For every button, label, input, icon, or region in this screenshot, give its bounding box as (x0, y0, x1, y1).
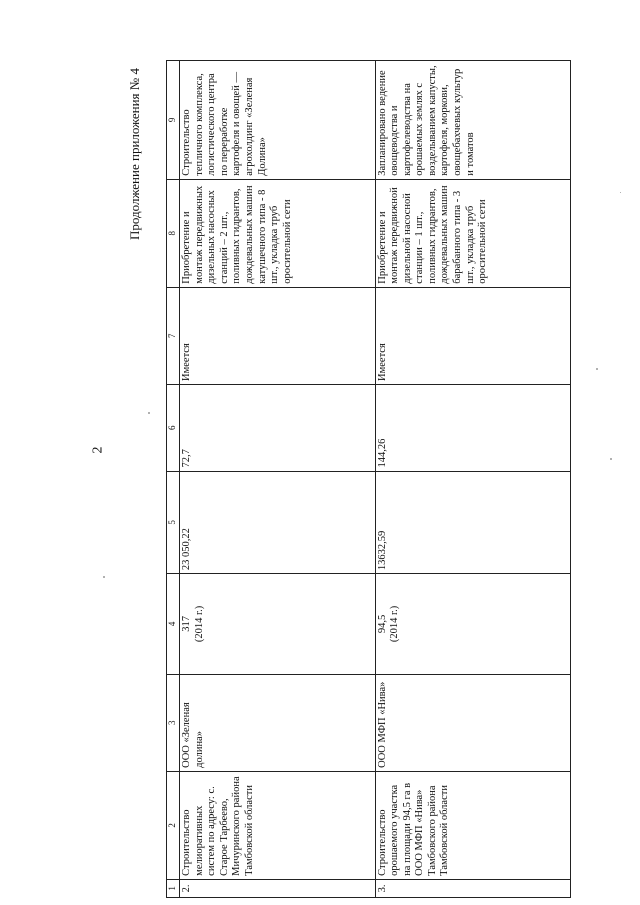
column-number-4: 4 (167, 574, 180, 674)
table-row (180, 61, 376, 898)
area-cell (375, 574, 571, 674)
project-name: Строительство орошаемого участка на площади 94,5 га в ООО МФП «Нива» Тамбовского района Тамбовской области (375, 771, 571, 879)
column-number-8: 8 (167, 179, 180, 287)
column-number-5: 5 (167, 471, 180, 574)
equipment-description: Приобретение и монтаж передвижных дизельных насосных станций – 2 шт., поливных гидрантов, дождевальных машин катушечного типа - 8 шт., укладка труб оросительной сети (180, 179, 376, 287)
row-number: 2. (180, 879, 376, 897)
scan-speck (596, 368, 598, 370)
organization: ООО «Зеленая долина» (180, 674, 376, 771)
status-value: Имеется (375, 287, 571, 384)
column-number-3: 3 (167, 674, 180, 771)
area-value: 94,5 (376, 614, 388, 634)
column-number-7: 7 (167, 287, 180, 384)
scan-speck (148, 412, 150, 414)
column-number-6: 6 (167, 384, 180, 471)
scan-speck (620, 192, 621, 193)
column-number-9: 9 (167, 61, 180, 180)
cost-value: 13632,59 (375, 471, 571, 574)
area-year: (2014 г.) (389, 605, 401, 643)
rotated-table-container (166, 60, 571, 898)
column-number-2: 2 (167, 771, 180, 879)
data-table (166, 60, 571, 898)
scan-speck (103, 576, 105, 578)
row-number: 3. (375, 879, 571, 897)
purpose-description: Строительство тепличного комплекса, логистического центра по переработке картофеля и овощей — агрохолдинг «Зеленая Долина» (180, 61, 376, 180)
column-6-value: 144,26 (375, 384, 571, 471)
column-number-1: 1 (167, 879, 180, 897)
page-number: 2 (90, 446, 106, 454)
table-row (375, 61, 571, 898)
header-row (167, 61, 180, 898)
column-6-value: 72,7 (180, 384, 376, 471)
cost-value: 23 050,22 (180, 471, 376, 574)
purpose-description: Запланировано ведение овощеводства и картофелеводства на орошаемых землях с возделыванием капусты, картофеля, моркови, овощебахчевых культур и томатов (375, 61, 571, 180)
organization: ООО МФП «Нива» (375, 674, 571, 771)
area-value: 317 (181, 616, 192, 632)
status-value: Имеется (180, 287, 376, 384)
appendix-heading: Продолжение приложения № 4 (127, 68, 142, 240)
area-cell (180, 574, 376, 674)
scan-speck (610, 458, 612, 460)
equipment-description: Приобретение и монтаж передвижной дизельной насосной станции – 1 шт., поливных гидрантов, дождевальных машин барабанного типа - 3 шт., укладка труб оросительной сети (375, 179, 571, 287)
area-year: (2014 г.) (193, 605, 205, 643)
project-name: Строительство мелиоративных систем по адресу: с. Старое Тарбеево, Мичуринского района Тамбовской области (180, 771, 376, 879)
